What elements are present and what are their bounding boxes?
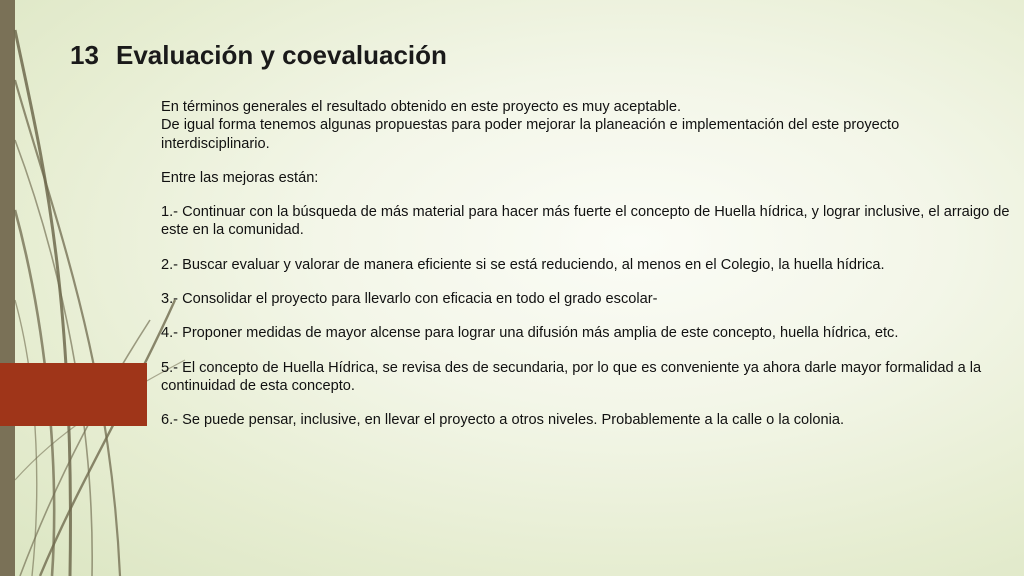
list-item: 5.- El concepto de Huella Hídrica, se revisa des de secundaria, por lo que es conveniente ya ahora darle mayor formalidad a la continuidad de esta concepto. [161,359,982,394]
mejoras-heading: Entre las mejoras están: [161,169,319,186]
title-number: 13 [70,40,99,70]
list-item: 3.- Consolidar el proyecto para llevarlo con eficacia en todo el grado escolar- [161,291,658,308]
intro-line-2: De igual forma tenemos algunas propuestas para poder mejorar la planeación e implementación del este proyecto interdisciplinario. [161,117,900,152]
list-item: 2.- Buscar evaluar y valorar de manera eficiente si se está reduciendo, al menos en el Colegio, la huella hídrica. [161,256,885,273]
stripe-5 [15,300,37,576]
list-item: 6.- Se puede pensar, inclusive, en llevar el proyecto a otros niveles. Probablemente a la calle o la colonia. [161,412,845,429]
accent-tab [0,363,147,426]
stripe-7 [20,320,150,576]
title-text: Evaluación y coevaluación [116,40,447,70]
intro-line-1: En términos generales el resultado obtenido en este proyecto es muy aceptable. [161,99,682,115]
slide-body [161,98,1011,446]
list-item: 4.- Proponer medidas de mayor alcense para lograr una difusión más amplia de este concepto, huella hídrica, etc. [161,325,899,342]
list-item: 1.- Continuar con la búsqueda de más material para hacer más fuerte el concepto de Huella hídrica, y lograr inclusive, el arraigo de este en la comunidad. [161,204,1010,239]
slide-title [70,40,447,71]
